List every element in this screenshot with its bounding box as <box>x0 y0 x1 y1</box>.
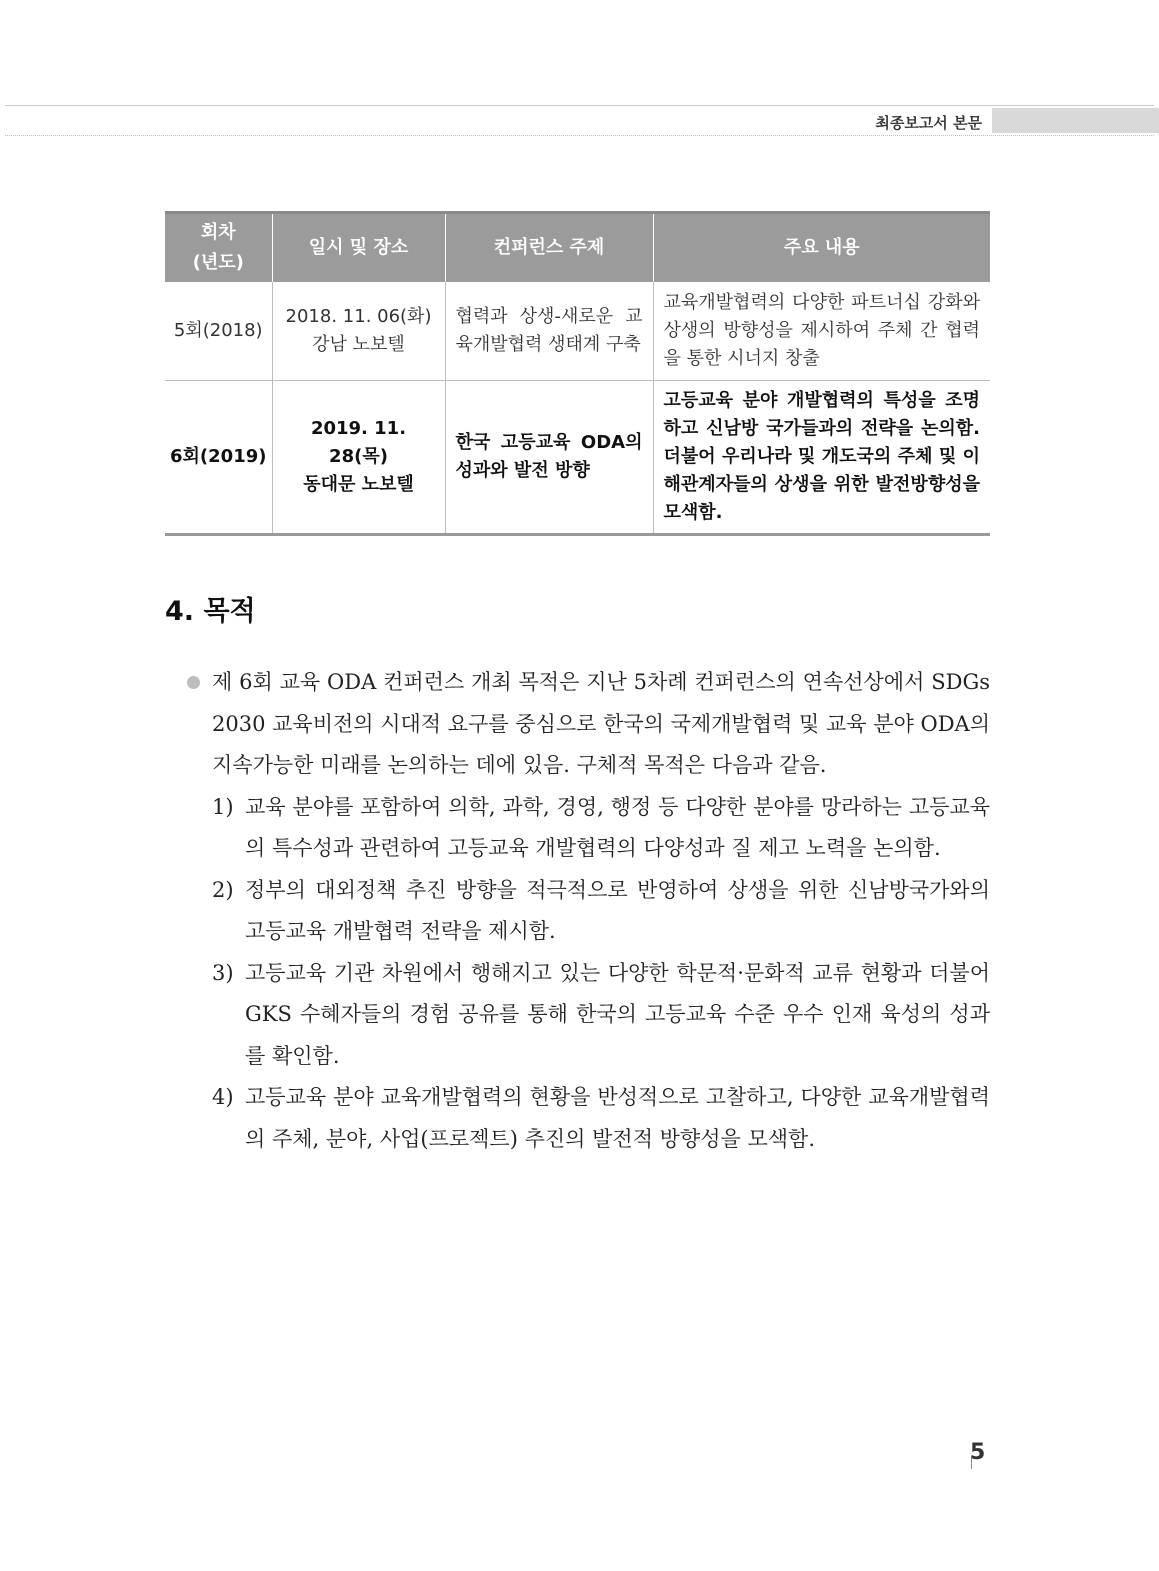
section-body <box>185 662 990 1160</box>
list-item <box>185 787 990 870</box>
header-date-venue: 일시 및 장소 <box>272 213 445 283</box>
list-item <box>185 870 990 953</box>
page-number: 5 <box>970 1440 986 1465</box>
header-theme: 컨퍼런스 주제 <box>445 213 653 283</box>
section-title: 4. 목적 <box>165 596 256 627</box>
header-session: 회차 (년도) <box>165 213 272 283</box>
list-item <box>185 1077 990 1160</box>
cell-date-venue <box>272 282 445 381</box>
bullet-icon <box>187 676 200 689</box>
header-dotted-rule <box>5 135 1154 136</box>
item-number: 1) <box>212 794 234 819</box>
cell-date-venue <box>272 381 445 535</box>
cell-theme: 협력과 상생-새로운 교육개발협력 생태계 구축 <box>445 282 653 381</box>
item-text: 고등교육 기관 차원에서 행해지고 있는 다양한 학문적·문화적 교류 현황과 더불어 GKS 수혜자들의 경험 공유를 통해 한국의 고등교육 수준 우수 인재 육성의 성과를 확인함. <box>245 960 990 1068</box>
table-header-row <box>165 213 990 283</box>
item-number: 4) <box>212 1085 234 1109</box>
intro-paragraph <box>185 662 990 787</box>
item-text: 고등교육 분야 교육개발협력의 현황을 반성적으로 고찰하고, 다양한 교육개발협력의 주체, 분야, 사업(프로젝트) 추진의 발전적 방향성을 모색함. <box>245 1085 990 1151</box>
header-content: 주요 내용 <box>653 213 990 283</box>
cell-session: 5회(2018) <box>165 282 272 381</box>
cell-date: 2018. 11. 06(화) <box>285 306 432 327</box>
running-header: 최종보고서 본문 <box>875 114 982 132</box>
cell-content: 고등교육 분야 개발협력의 특성을 조명하고 신남방 국가들과의 전략을 논의함. 더불어 우리나라 및 개도국의 주체 및 이해관계자들의 상생을 위한 발전방향성을 모색함. <box>653 381 990 535</box>
list-item <box>185 953 990 1078</box>
conference-table <box>165 211 990 536</box>
item-number: 2) <box>212 877 234 902</box>
intro-text: 제 6회 교육 ODA 컨퍼런스 개최 목적은 지난 5차례 컨퍼런스의 연속선상에서 SDGs 2030 교육비전의 시대적 요구를 중심으로 한국의 국제개발협력 및 교육 분야 ODA의 지속가능한 미래를 논의하는 데에 있음. 구체적 목적은 다음과 같음. <box>212 670 990 777</box>
header-rule <box>5 105 1154 106</box>
cell-venue: 강남 노보텔 <box>312 334 405 355</box>
header-bar <box>992 108 1159 133</box>
table-row <box>165 381 990 535</box>
item-text: 교육 분야를 포함하여 의학, 과학, 경영, 행정 등 다양한 분야를 망라하는 고등교육의 특수성과 관련하여 고등교육 개발협력의 다양성과 질 제고 노력을 논의함. <box>245 794 990 860</box>
cell-venue: 동대문 노보텔 <box>303 474 414 495</box>
table-row <box>165 282 990 381</box>
item-number: 3) <box>212 960 234 985</box>
cell-theme: 한국 고등교육 ODA의 성과와 발전 방향 <box>445 381 653 535</box>
item-text: 정부의 대외정책 추진 방향을 적극적으로 반영하여 상생을 위한 신남방국가와의 고등교육 개발협력 전략을 제시함. <box>245 877 990 943</box>
cell-content: 교육개발협력의 다양한 파트너십 강화와 상생의 방향성을 제시하여 주체 간 협력을 통한 시너지 창출 <box>653 282 990 381</box>
cell-session: 6회(2019) <box>165 381 272 535</box>
cell-date: 2019. 11. 28(목) <box>310 418 407 467</box>
